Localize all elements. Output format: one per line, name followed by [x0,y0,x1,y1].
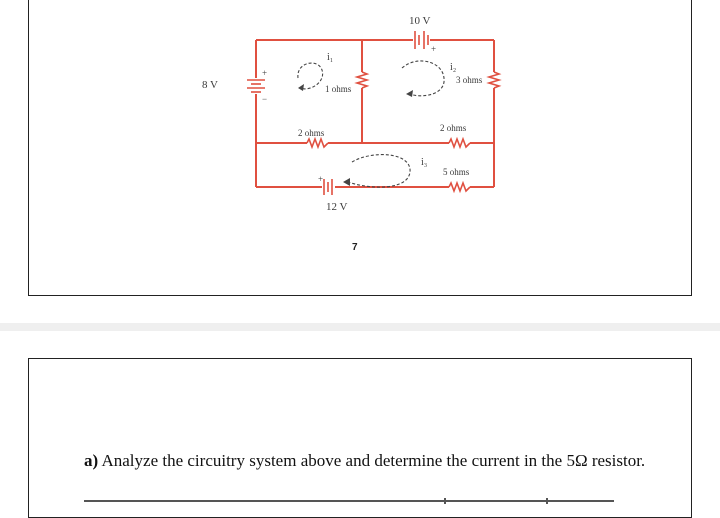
resistor-2ohm-left [307,139,328,147]
page-number: 7 [352,242,358,253]
loop-i2 [402,61,444,96]
answer-line-right [548,500,614,502]
label-plus-12v: + [318,174,324,184]
resistor-5ohm [449,183,470,191]
label-plus-8v: + [262,68,268,78]
arrow-i3 [343,178,350,186]
label-i1: i₁ [327,52,334,63]
question-body: Analyze the circuitry system above and determine the current in the 5Ω resistor. [98,451,646,470]
battery-10v [415,31,428,49]
resistor-3ohm [489,72,499,88]
arrow-i1 [298,84,304,91]
loop-i3 [348,155,410,188]
label-2ohm-left: 2 ohms [298,128,325,138]
resistor-2ohm-right [449,139,470,147]
label-2ohm-right: 2 ohms [440,123,467,133]
label-10v: 10 V [409,15,431,27]
label-1ohm: 1 ohms [325,84,352,94]
loop-i1 [298,63,323,89]
answer-line-middle [446,500,546,502]
label-5ohm: 5 ohms [443,167,470,177]
arrow-i2 [406,90,413,97]
answer-line-left [84,500,444,502]
question-part-label: a) [84,451,99,470]
resistor-1ohm [357,72,367,88]
label-i2: i₂ [450,62,457,73]
battery-8v [247,80,265,92]
circuit-wires [256,40,494,187]
battery-12v [324,179,332,195]
label-3ohm: 3 ohms [456,75,483,85]
label-plus-10v: + [431,44,437,54]
question-text [84,450,664,472]
label-i3: i₃ [421,157,428,168]
label-minus-8v: − [262,94,268,104]
label-12v: 12 V [326,201,348,213]
label-8v: 8 V [202,79,218,91]
